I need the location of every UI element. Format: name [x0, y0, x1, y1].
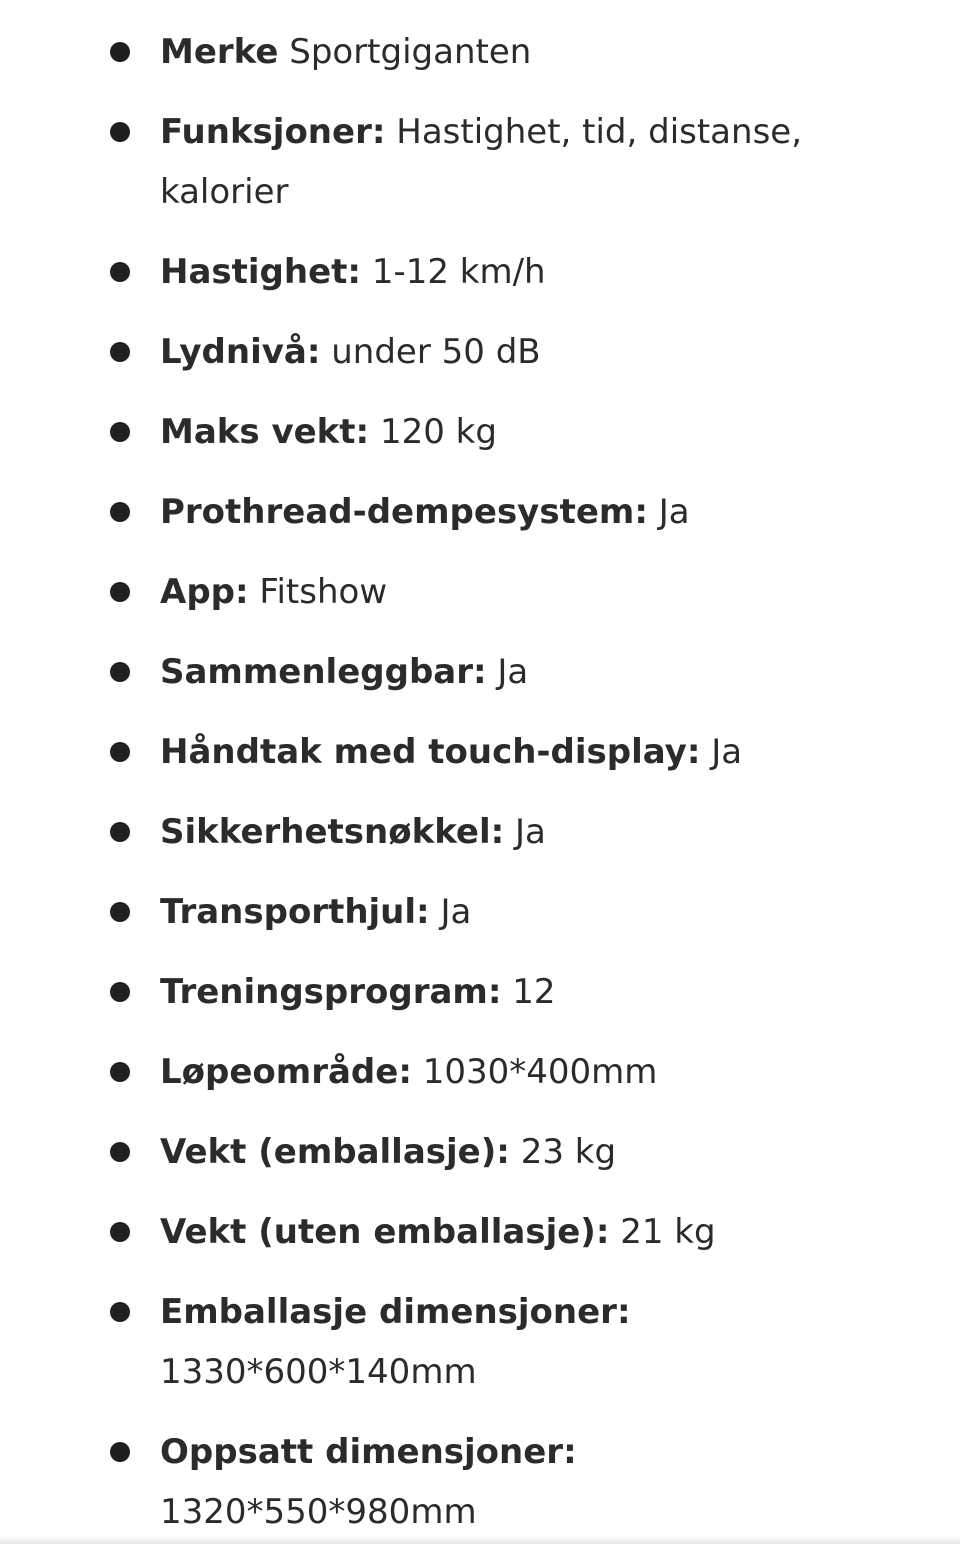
bullet-icon [110, 502, 130, 522]
bullet-icon [110, 1442, 130, 1462]
bullet-icon [110, 662, 130, 682]
list-item-damping-system [0, 482, 960, 542]
list-item-weight-unpackaged [0, 1202, 960, 1262]
spec-value: Hastighet, tid, distanse, kalorier [160, 112, 803, 212]
spec-value: 1030*400mm [422, 1052, 658, 1092]
spec-value: 1-12 km/h [371, 252, 546, 292]
list-item-assembled-dimensions [0, 1422, 960, 1542]
bullet-icon [110, 902, 130, 922]
list-item-noise-level [0, 322, 960, 382]
spec-label: Transporthjul: [160, 892, 430, 932]
spec-label: Treningsprogram: [160, 972, 502, 1012]
list-item-functions [0, 102, 960, 222]
spec-value: Fitshow [259, 572, 388, 612]
list-item-weight-packaged [0, 1122, 960, 1182]
spec-label: Oppsatt dimensjoner: [160, 1432, 577, 1472]
spec-label: Håndtak med touch-display: [160, 732, 701, 772]
list-item-max-weight [0, 402, 960, 462]
spec-label: Lydnivå: [160, 332, 321, 372]
bullet-icon [110, 422, 130, 442]
spec-label: Sikkerhetsnøkkel: [160, 812, 505, 852]
spec-value: Ja [440, 892, 472, 932]
spec-label: App: [160, 572, 249, 612]
spec-list [0, 22, 960, 1562]
spec-value: 23 kg [520, 1132, 617, 1172]
spec-label: Løpeområde: [160, 1052, 412, 1092]
bullet-icon [110, 1302, 130, 1322]
bullet-icon [110, 262, 130, 282]
bottom-shadow [0, 1536, 960, 1544]
spec-value: Ja [711, 732, 743, 772]
spec-label: Sammenleggbar: [160, 652, 487, 692]
bullet-icon [110, 122, 130, 142]
list-item-speed [0, 242, 960, 302]
list-item-app [0, 562, 960, 622]
spec-value: 12 [512, 972, 556, 1012]
bullet-icon [110, 822, 130, 842]
spec-value: 1330*600*140mm [160, 1352, 477, 1392]
bullet-icon [110, 582, 130, 602]
list-item-training-programs [0, 962, 960, 1022]
bullet-icon [110, 1062, 130, 1082]
bullet-icon [110, 342, 130, 362]
bullet-icon [110, 982, 130, 1002]
spec-value: Ja [658, 492, 690, 532]
spec-value: Ja [497, 652, 529, 692]
bullet-icon [110, 742, 130, 762]
spec-label: Vekt (uten emballasje): [160, 1212, 610, 1252]
spec-label: Emballasje dimensjoner: [160, 1292, 631, 1332]
spec-label: Maks vekt: [160, 412, 370, 452]
list-item-transport-wheels [0, 882, 960, 942]
bullet-icon [110, 1142, 130, 1162]
spec-value: 120 kg [379, 412, 497, 452]
list-item-running-area [0, 1042, 960, 1102]
spec-label: Hastighet: [160, 252, 361, 292]
bullet-icon [110, 1222, 130, 1242]
list-item-foldable [0, 642, 960, 702]
list-item-safety-key [0, 802, 960, 862]
bullet-icon [110, 42, 130, 62]
spec-value: Sportgiganten [289, 32, 532, 72]
spec-value: 1320*550*980mm [160, 1492, 477, 1532]
list-item-handle-touch-display [0, 722, 960, 782]
spec-label: Funksjoner: [160, 112, 386, 152]
list-item-package-dimensions [0, 1282, 960, 1402]
spec-label: Merke [160, 32, 279, 72]
list-item-brand [0, 22, 960, 82]
spec-value: under 50 dB [331, 332, 541, 372]
spec-label: Vekt (emballasje): [160, 1132, 510, 1172]
spec-value: 21 kg [620, 1212, 716, 1252]
spec-value: Ja [515, 812, 546, 852]
spec-label: Prothread-dempesystem: [160, 492, 648, 532]
